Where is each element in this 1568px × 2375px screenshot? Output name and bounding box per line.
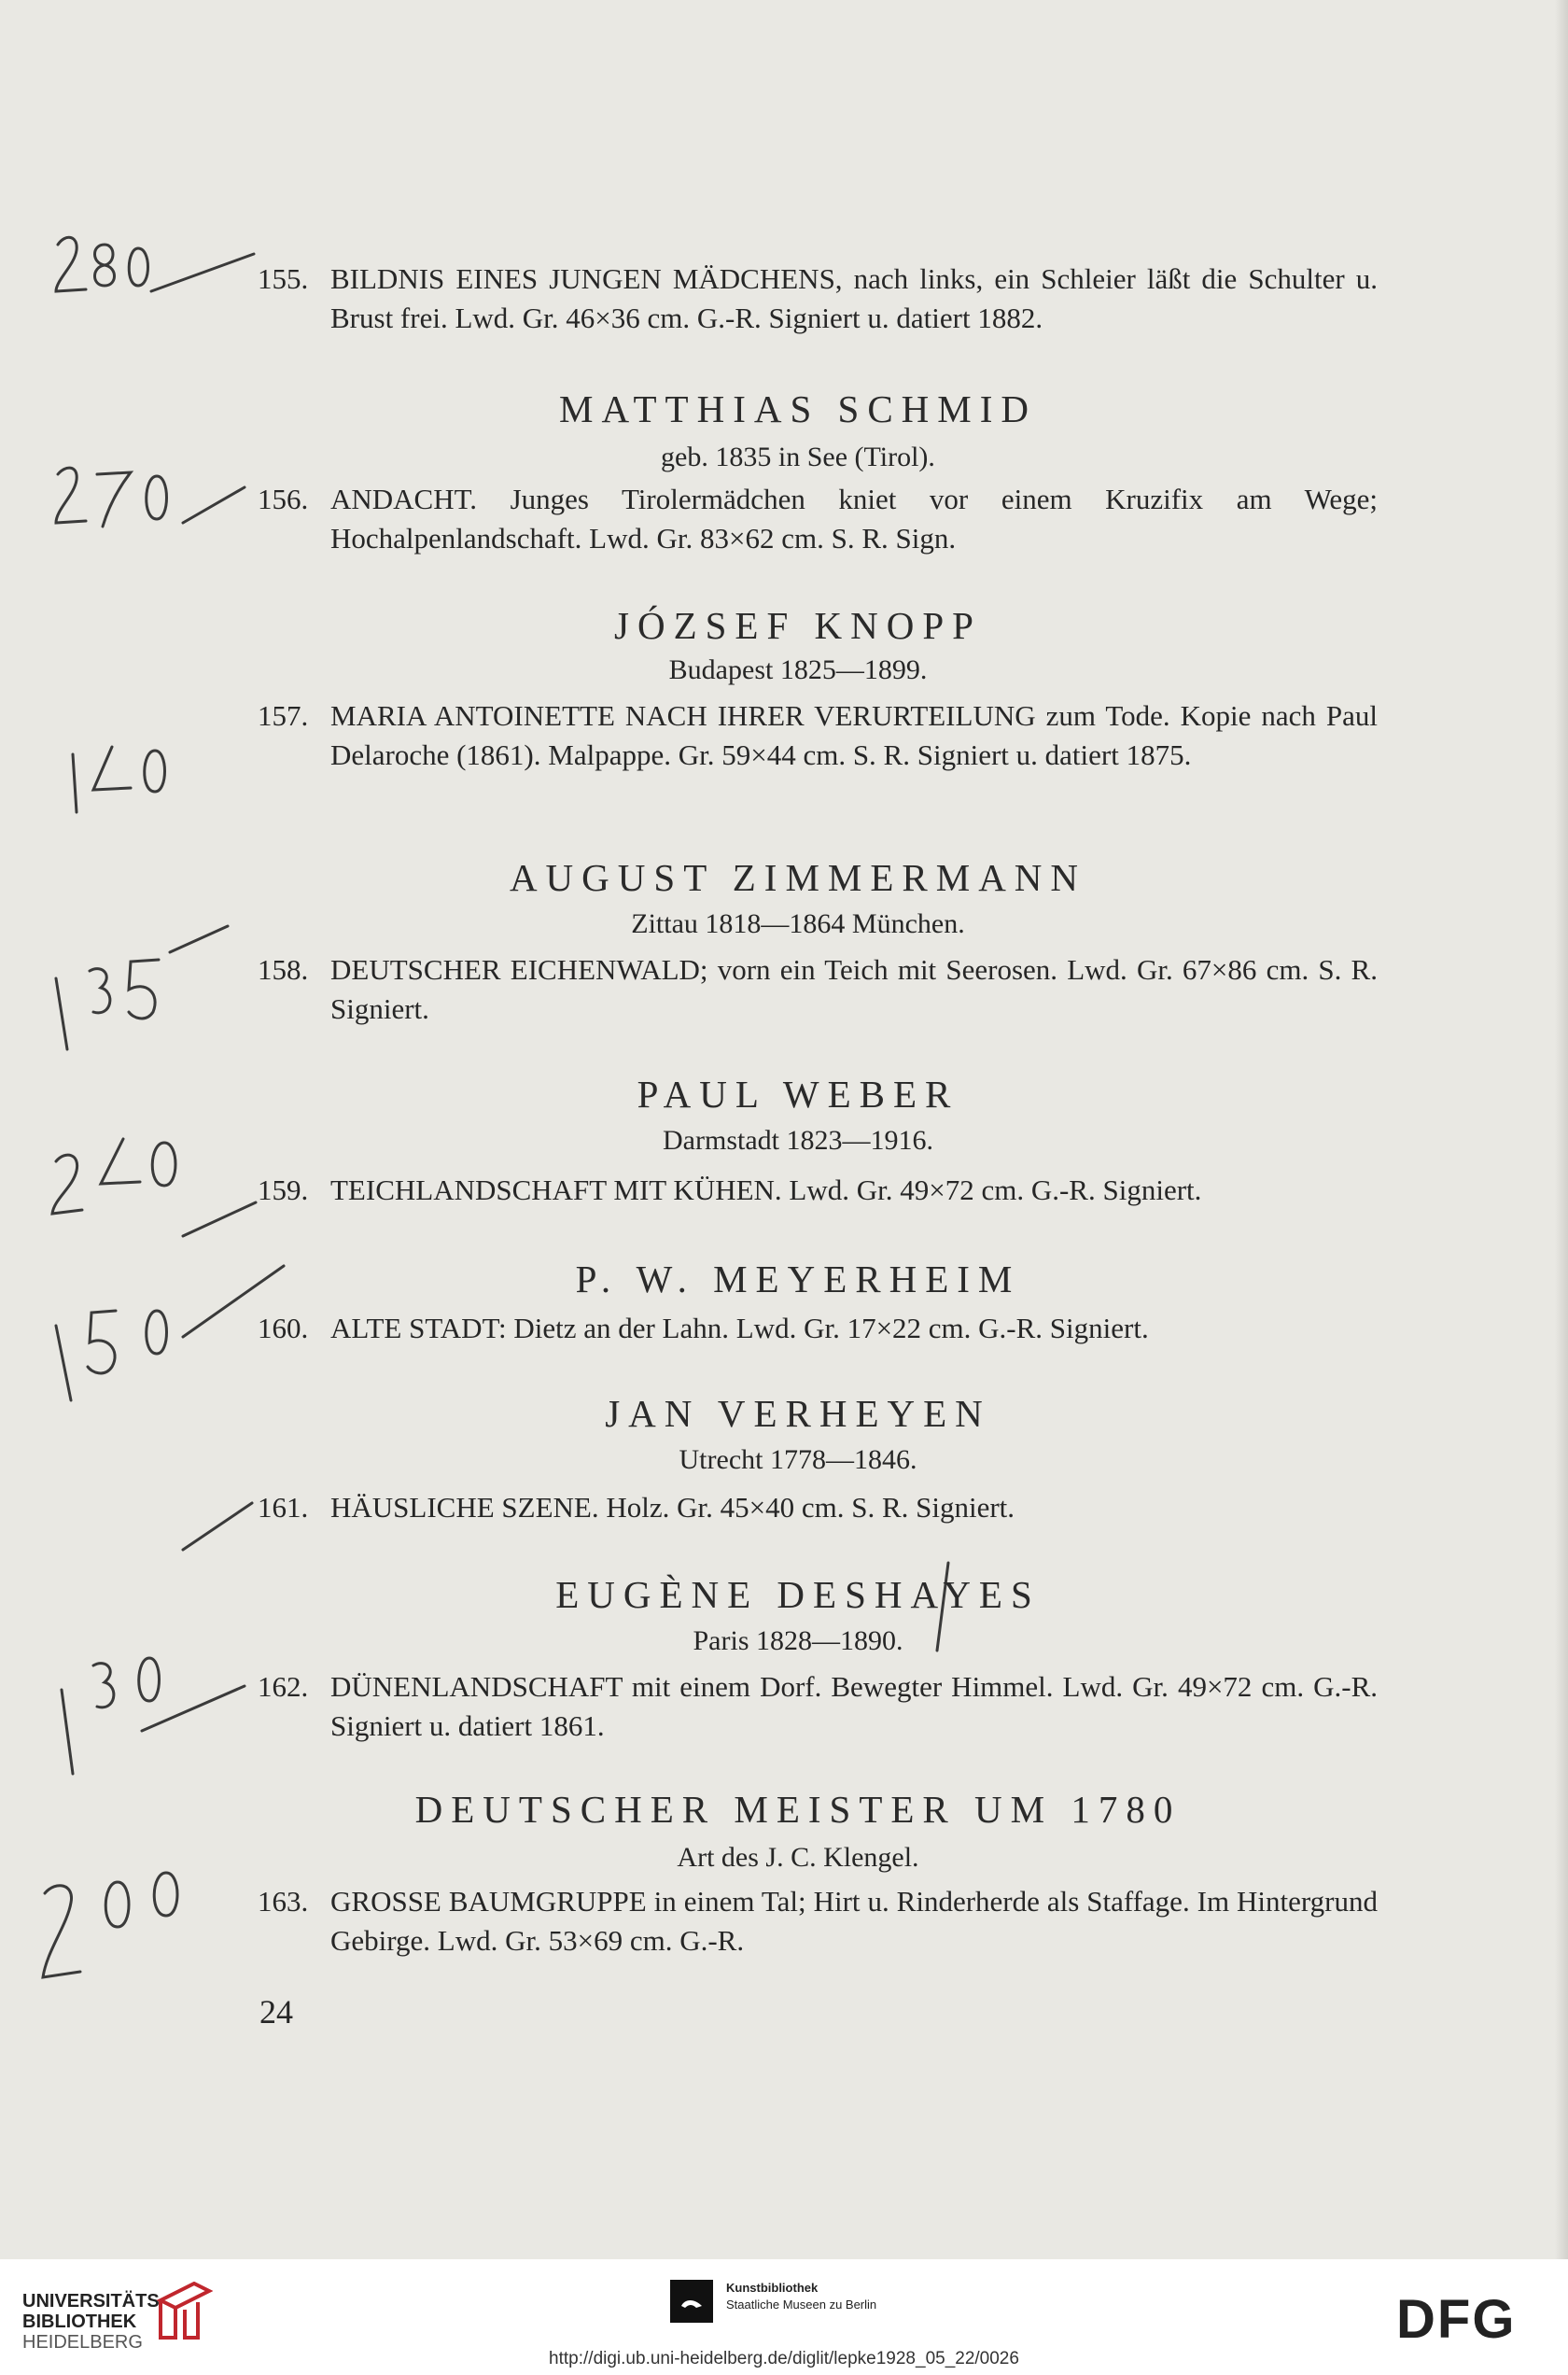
catalog-entry-157 — [258, 696, 1378, 775]
ub-heidelberg-logo-icon[interactable] — [157, 2282, 213, 2341]
artist-info-august-zimmermann: Zittau 1818—1864 München. — [631, 908, 965, 939]
artist-heading-matthias-schmid: MATTHIAS SCHMID — [558, 387, 1037, 430]
artist-info-paul-weber: Darmstadt 1823—1916. — [663, 1125, 933, 1156]
handwritten-price-130 — [62, 1658, 245, 1774]
ub-line-1: UNIVERSITÄTS- — [22, 2291, 166, 2312]
ub-heidelberg-text[interactable] — [22, 2291, 165, 2353]
catalog-entry-158 — [258, 950, 1378, 1029]
kunstbibliothek-text — [726, 2280, 876, 2313]
artist-heading-jozsef-knopp: JÓZSEF KNOPP — [614, 604, 982, 647]
catalog-entry-155 — [258, 260, 1378, 338]
entry-number: 157. — [258, 699, 309, 732]
handwritten-price-140 — [73, 747, 165, 812]
entry-description: MARIA ANTOINETTE NACH IHRER VERURTEILUNG zum Tode. Kopie nach Paul Delaroche (1861). Malpappe. Gr. 59×44 cm. S. R. Signiert u. datiert 1875. — [330, 699, 1378, 771]
catalog-entry-160 — [258, 1309, 1378, 1348]
entry-number: 158. — [258, 953, 309, 986]
page-edge-shadow — [1555, 0, 1568, 2259]
artist-heading-deutscher-meister: DEUTSCHER MEISTER UM 1780 — [414, 1788, 1182, 1831]
artist-heading-jan-verheyen: JAN VERHEYEN — [605, 1392, 991, 1435]
catalog-entry-162 — [258, 1667, 1378, 1746]
artist-heading-paul-weber: PAUL WEBER — [637, 1073, 959, 1116]
entry-number: 162. — [258, 1670, 309, 1703]
artist-heading-pw-meyerheim: P. W. MEYERHEIM — [575, 1258, 1021, 1300]
handwritten-price-135 — [56, 926, 228, 1049]
catalog-entry-156 — [258, 480, 1378, 558]
footer-bar — [0, 2259, 1568, 2375]
entry-description: HÄUSLICHE SZENE. Holz. Gr. 45×40 cm. S. R. Signiert. — [330, 1491, 1015, 1524]
ub-line-3: HEIDELBERG — [22, 2332, 143, 2353]
page-number: 24 — [259, 1993, 293, 2031]
kunstbibliothek-logo-icon[interactable] — [668, 2278, 715, 2325]
entry-description: BILDNIS EINES JUNGEN MÄDCHENS, nach links, ein Schleier läßt die Schulter u. Brust frei. Lwd. Gr. 46×36 cm. G.-R. Signiert u. datiert 1882. — [330, 262, 1378, 334]
entry-number: 155. — [258, 262, 309, 295]
entry-number: 160. — [258, 1312, 309, 1344]
artist-info-jozsef-knopp: Budapest 1825—1899. — [668, 654, 928, 685]
dfg-logo[interactable]: DFG — [1396, 2289, 1517, 2350]
artist-heading-eugene-deshayes: EUGÈNE DESHAYES — [555, 1573, 1041, 1616]
entry-description: GROSSE BAUMGRUPPE in einem Tal; Hirt u. Rinderherde als Staffage. Im Hintergrund Gebirge. Lwd. Gr. 53×69 cm. G.-R. — [330, 1885, 1378, 1957]
artist-info-eugene-deshayes: Paris 1828—1890. — [693, 1625, 903, 1656]
entry-number: 161. — [258, 1491, 309, 1524]
entry-description: ANDACHT. Junges Tirolermädchen kniet vor einem Kruzifix am Wege; Hochalpenlandschaft. Lwd. Gr. 83×62 cm. S. R. Sign. — [330, 483, 1378, 555]
handwritten-price-280 — [56, 237, 254, 291]
handwritten-mark-161 — [183, 1503, 252, 1550]
artist-heading-august-zimmermann: AUGUST ZIMMERMANN — [509, 856, 1087, 899]
catalog-entry-159 — [258, 1171, 1378, 1210]
permalink-url[interactable]: http://digi.ub.uni-heidelberg.de/diglit/lepke1928_05_22/0026 — [549, 2349, 1019, 2368]
entry-number: 163. — [258, 1885, 309, 1918]
catalog-entry-163 — [258, 1882, 1378, 1960]
artist-info-matthias-schmid: geb. 1835 in See (Tirol). — [661, 442, 935, 472]
ub-line-2: BIBLIOTHEK — [22, 2312, 137, 2332]
artist-info-jan-verheyen: Utrecht 1778—1846. — [679, 1444, 917, 1475]
entry-description: DEUTSCHER EICHENWALD; vorn ein Teich mit Seerosen. Lwd. Gr. 67×86 cm. S. R. Signiert. — [330, 953, 1378, 1025]
handwritten-price-200 — [43, 1873, 177, 1977]
handwritten-price-270 — [56, 468, 245, 527]
kb-line-2: Staatliche Museen zu Berlin — [726, 2298, 877, 2312]
entry-description: ALTE STADT: Dietz an der Lahn. Lwd. Gr. 17×22 cm. G.-R. Signiert. — [330, 1312, 1149, 1344]
entry-description: DÜNENLANDSCHAFT mit einem Dorf. Bewegter Himmel. Lwd. Gr. 49×72 cm. G.-R. Signiert u. datiert 1861. — [330, 1670, 1378, 1742]
artist-info-deutscher-meister: Art des J. C. Klengel. — [677, 1842, 919, 1873]
entry-number: 159. — [258, 1173, 309, 1206]
entry-description: TEICHLANDSCHAFT MIT KÜHEN. Lwd. Gr. 49×72 cm. G.-R. Signiert. — [330, 1173, 1202, 1206]
catalog-entry-161 — [258, 1488, 1378, 1527]
kb-line-1: Kunstbibliothek — [726, 2281, 819, 2295]
entry-number: 156. — [258, 483, 309, 515]
